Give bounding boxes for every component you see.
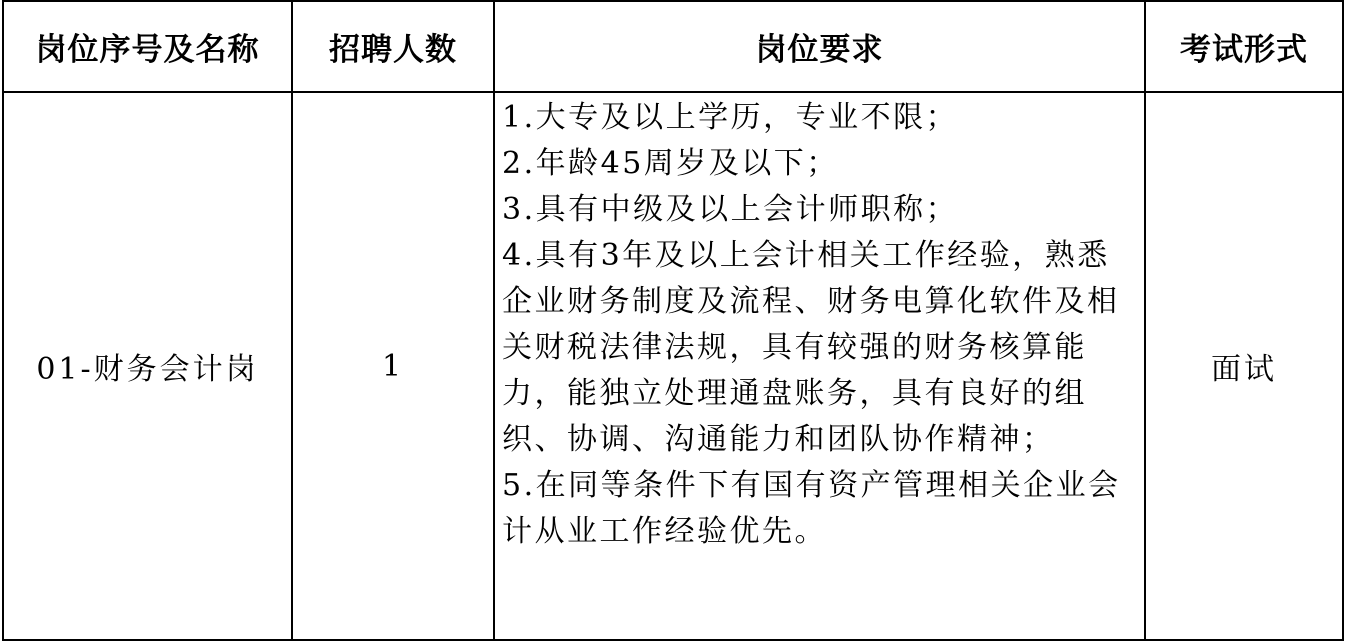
requirement-item: 3.具有中级及以上会计师职称； — [502, 192, 959, 227]
header-position-name: 岗位序号及名称 — [35, 32, 260, 68]
requirement-item: 5.在同等条件下有国有资产管理相关企业会计从业工作经验优先。 — [502, 468, 1121, 549]
column-divider — [493, 2, 495, 639]
cell-position-name: 01-财务会计岗 — [36, 352, 259, 387]
cell-exam-format: 面试 — [1211, 352, 1277, 387]
header-exam-format: 考试形式 — [1180, 32, 1308, 68]
requirement-item: 1.大专及以上学历，专业不限； — [502, 100, 959, 135]
requirements-list — [502, 92, 1142, 555]
requirement-item: 2.年龄45周岁及以下； — [502, 146, 839, 181]
header-headcount: 招聘人数 — [329, 32, 457, 68]
requirement-item: 4.具有3年及以上会计相关工作经验，熟悉企业财务制度及流程、财务电算化软件及相关财税法律法规，具有较强的财务核算能力，能独立处理通盘账务，具有良好的组织、协调、沟通能力和团队协作精神； — [502, 238, 1120, 457]
cell-headcount: 1 — [381, 348, 405, 384]
recruitment-table — [2, 0, 1344, 641]
header-requirements: 岗位要求 — [755, 32, 884, 68]
